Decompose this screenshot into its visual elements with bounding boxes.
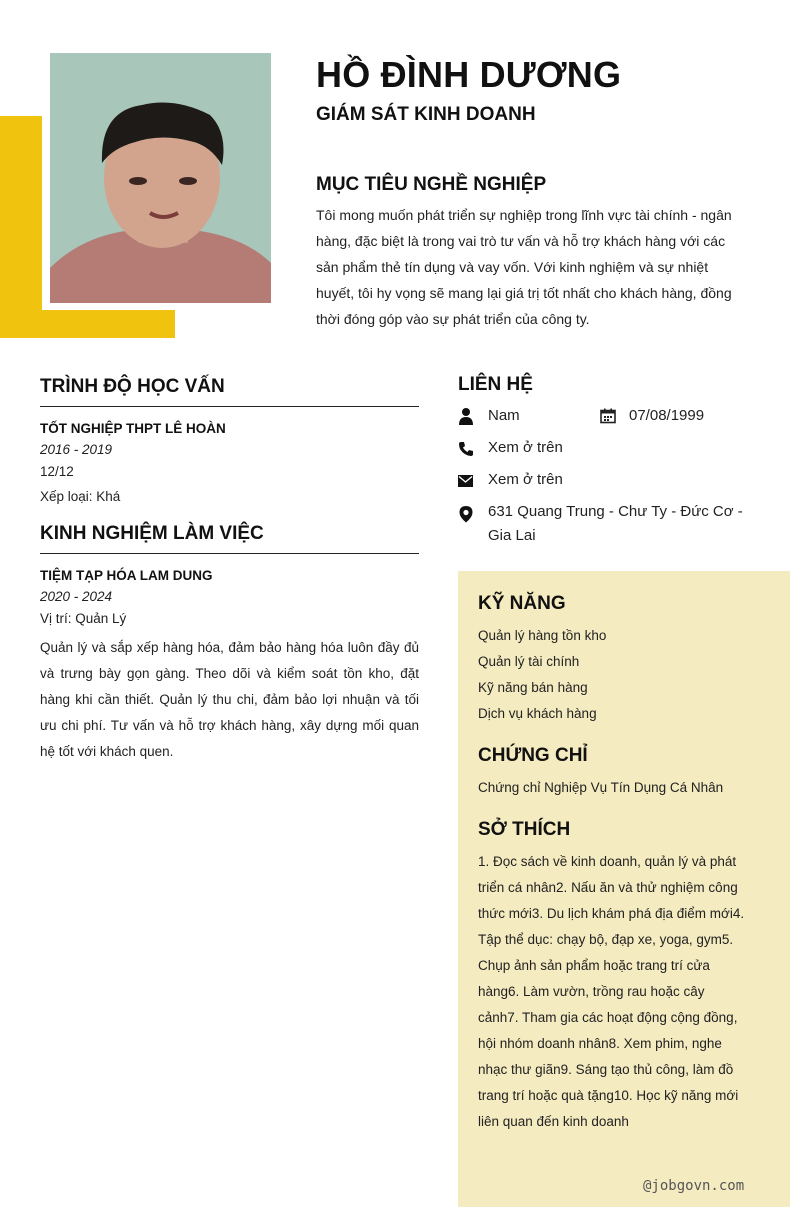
skills-heading: KỸ NĂNG xyxy=(478,593,566,614)
candidate-name: HỒ ĐÌNH DƯƠNG xyxy=(316,54,622,95)
experience-description: Quản lý và sắp xếp hàng hóa, đảm bảo hàng hóa luôn đầy đủ và trưng bày gọn gàng. Theo dõi và kiểm soát tồn kho, đặt hàng khi cần thiết. Quản lý thu chi, đảm bảo lợi nhuận và tối ưu chi phí. Tư vấn và hỗ trợ khách hàng, xây dựng mối quan hệ tốt với khách quen. xyxy=(40,640,419,759)
sidebar-box xyxy=(458,571,790,1207)
certificates-list xyxy=(478,775,748,801)
experience-years: 2020 - 2024 xyxy=(40,589,113,604)
phone-icon xyxy=(458,441,474,459)
contact-birthday: 07/08/1999 xyxy=(629,407,705,424)
hobbies-text: 1. Đọc sách về kinh doanh, quản lý và phát triển cá nhân2. Nấu ăn và thử nghiệm công thức mới3. Du lịch khám phá địa điểm mới4. Tập thể dục: chạy bộ, đạp xe, yoga, gym5. Chụp ảnh sản phẩm hoặc trang trí cửa hàng6. Làm vườn, trồng rau hoặc cây cảnh7. Tham gia các hoạt động cộng đồng, hội nhóm doanh nhân8. Xem phim, nghe nhạc thư giãn9. Sáng tạo thủ công, làm đồ trang trí hoặc quà tặng10. Học kỹ năng mới liên quan đến kinh doanh xyxy=(478,854,745,1129)
experience-company: TIỆM TẠP HÓA LAM DUNG xyxy=(40,568,213,583)
skills-list xyxy=(478,623,748,727)
location-pin-icon xyxy=(458,505,474,523)
education-school: TỐT NGHIỆP THPT LÊ HOÀN xyxy=(40,421,226,436)
skill-item: Kỹ năng bán hàng xyxy=(478,680,588,695)
left-column xyxy=(40,376,419,765)
hobbies-heading: SỞ THÍCH xyxy=(478,819,571,840)
certificates-heading: CHỨNG CHỈ xyxy=(478,745,588,766)
person-icon xyxy=(458,407,474,425)
profile-photo xyxy=(50,53,271,303)
certificate-item: Chứng chỉ Nghiệp Vụ Tín Dụng Cá Nhân xyxy=(478,780,724,795)
education-years: 2016 - 2019 xyxy=(40,442,113,457)
accent-bar-vertical xyxy=(0,116,42,338)
contact-phone: Xem ở trên xyxy=(488,439,563,456)
education-heading: TRÌNH ĐỘ HỌC VẤN xyxy=(40,376,419,407)
objective-text: Tôi mong muốn phát triển sự nghiệp trong lĩnh vực tài chính - ngân hàng, đặc biệt là trong vai trò tư vấn và hỗ trợ khách hàng với các sản phẩm thẻ tín dụng và vay vốn. Với kinh nghiệm và sự nhiệt huyết, tôi hy vọng sẽ mang lại giá trị tốt nhất cho khách hàng, đồng thời đóng góp vào sự phát triển của công ty. xyxy=(316,207,732,327)
skill-item: Quản lý tài chính xyxy=(478,654,580,669)
contact-email: Xem ở trên xyxy=(488,471,563,488)
skill-item: Quản lý hàng tồn kho xyxy=(478,628,607,643)
education-grade: 12/12 xyxy=(40,464,74,479)
experience-position: Vị trí: Quản Lý xyxy=(40,611,127,626)
education-rank: Xếp loại: Khá xyxy=(40,489,121,504)
skill-item: Dịch vụ khách hàng xyxy=(478,706,597,721)
watermark: @jobgovn.com xyxy=(643,1178,745,1194)
mail-icon xyxy=(458,474,474,492)
job-title: GIÁM SÁT KINH DOANH xyxy=(316,104,536,125)
contact-gender: Nam xyxy=(488,407,520,424)
experience-heading: KINH NGHIỆM LÀM VIỆC xyxy=(40,523,419,554)
calendar-icon xyxy=(600,408,616,426)
contact-address: 631 Quang Trung - Chư Ty - Đức Cơ - Gia Lai xyxy=(488,503,743,544)
contact-heading: LIÊN HỆ xyxy=(458,374,533,395)
accent-bar-horizontal xyxy=(0,310,175,338)
objective-heading: MỤC TIÊU NGHỀ NGHIỆP xyxy=(316,174,547,195)
